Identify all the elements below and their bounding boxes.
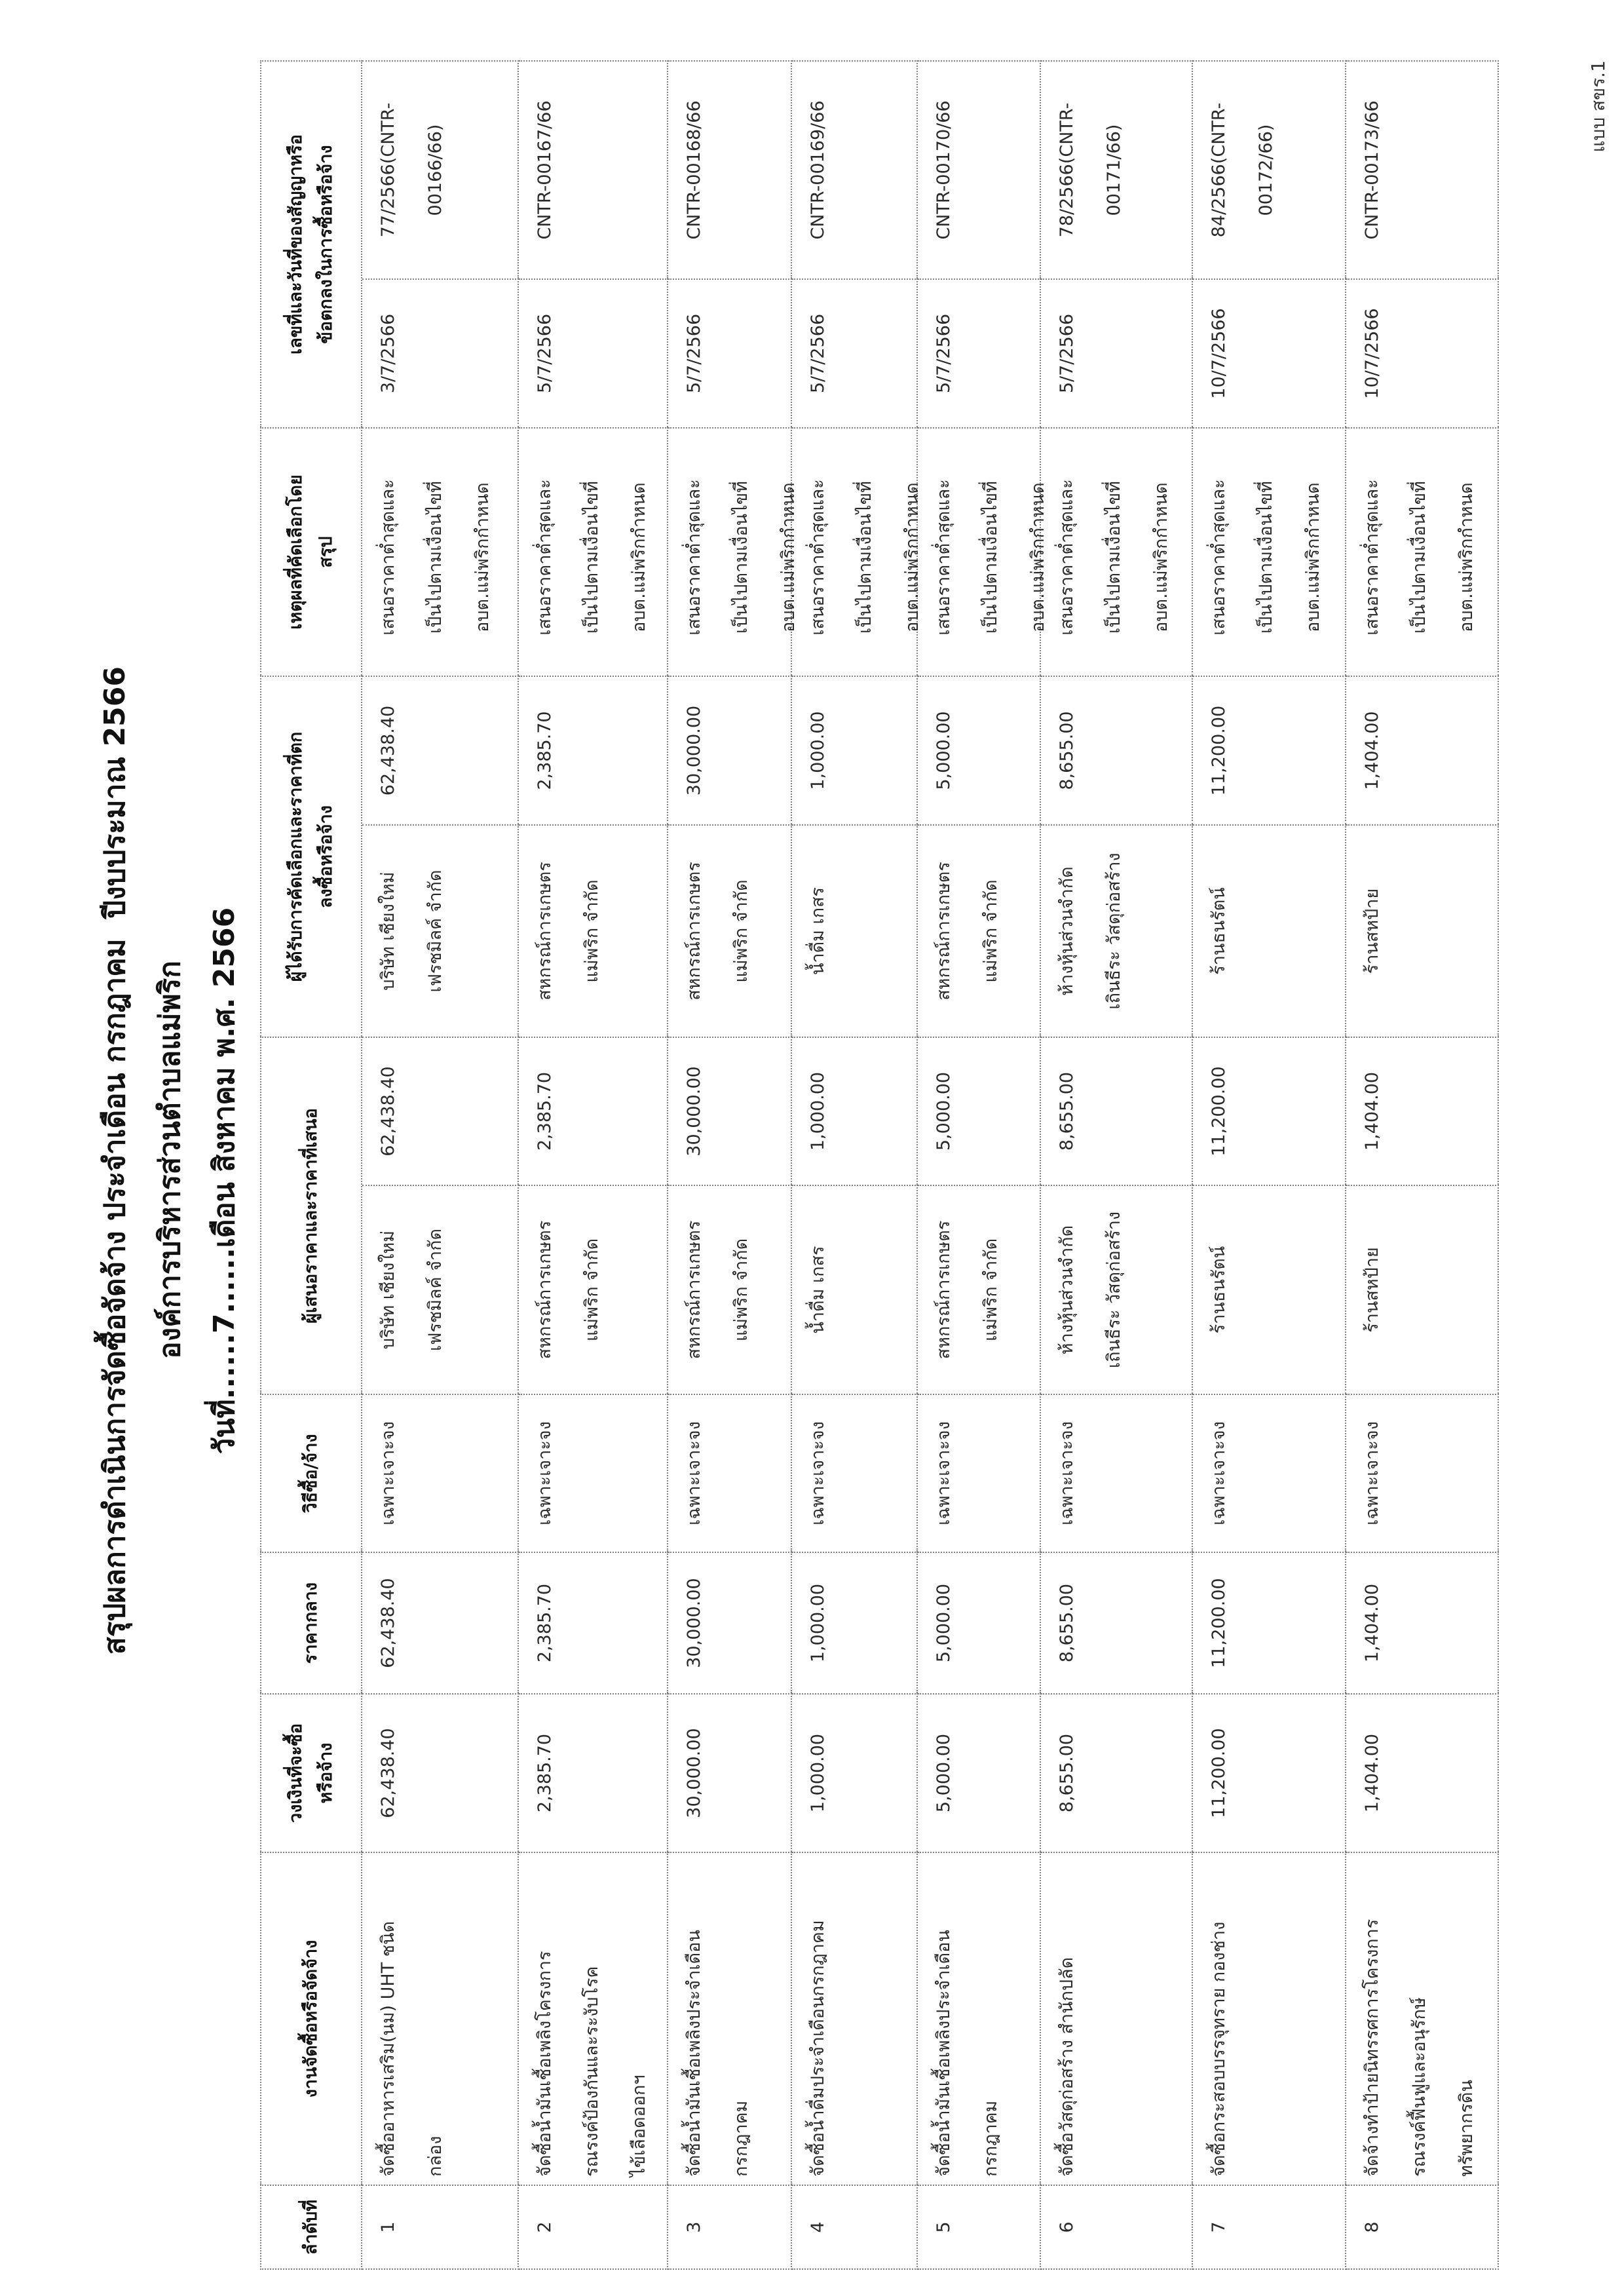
method-value: เฉพาะเจาะจง xyxy=(684,1421,704,1525)
winner-name-line: น้ำดื่ม เกสร xyxy=(808,887,828,976)
bid-price-value: 11,200.00 xyxy=(1209,1066,1229,1157)
reason-line: เป็นไปตามเงื่อนไขที่ xyxy=(1409,481,1429,634)
header-median-price xyxy=(260,1552,362,1693)
reason-line: เสนอราคาต่ำสุดและ xyxy=(378,479,398,636)
budget-cell xyxy=(1193,1693,1346,1852)
bidder-name-cell xyxy=(362,1185,519,1394)
bidder-name-cell xyxy=(519,1185,668,1394)
bid-price-cell xyxy=(1346,1037,1499,1185)
contract-number-cell xyxy=(519,60,668,278)
contract-date: 10/7/2566 xyxy=(1362,308,1382,399)
median-price-cell xyxy=(1041,1552,1193,1693)
item-line: รณรงค์ป้องกันและระงับโรค xyxy=(582,1966,602,2177)
contract-date: 5/7/2566 xyxy=(535,313,555,394)
winner-name-line: แม่พริก จำกัด xyxy=(731,879,751,983)
reason-line: อบต.แม่พริกกำหนด xyxy=(1151,482,1171,632)
reason-cell xyxy=(918,427,1048,676)
bidder-name-cell xyxy=(1193,1185,1346,1394)
winning-price-value: 1,404.00 xyxy=(1362,711,1382,790)
header-bidders xyxy=(260,1037,362,1394)
reason-cell xyxy=(668,427,799,676)
method-cell xyxy=(362,1394,519,1552)
bid-price-cell xyxy=(362,1037,519,1185)
bid-price-value: 8,655.00 xyxy=(1057,1071,1077,1151)
reason-cell xyxy=(1041,427,1193,676)
contract-date-cell xyxy=(1193,278,1346,427)
reason-line: เป็นไปตามเงื่อนไขที่ xyxy=(855,481,875,634)
contract-date: 10/7/2566 xyxy=(1209,308,1229,399)
item-line: จัดซื้ออาหารเสริม(นม) UHT ชนิด xyxy=(378,1921,398,2177)
item-line: ทรัพยากรดิน xyxy=(1456,2080,1477,2177)
winning-price-cell xyxy=(918,676,1041,824)
winner-name-cell xyxy=(792,824,918,1037)
reason-line: เป็นไปตามเงื่อนไขที่ xyxy=(1256,481,1276,634)
reason-line: อบต.แม่พริกกำหนด xyxy=(1456,482,1477,632)
winner-name-line: ร้านธนรัตน์ xyxy=(1209,887,1229,975)
item-line: กรกฎาคม xyxy=(981,2100,1001,2177)
order-cell xyxy=(1193,2185,1346,2270)
winning-price-value: 5,000.00 xyxy=(934,711,954,790)
method-value: เฉพาะเจาะจง xyxy=(535,1421,555,1525)
bid-price-cell xyxy=(519,1037,668,1185)
item-cell xyxy=(519,1852,668,2185)
contract-number-line: CNTR-00170/66 xyxy=(934,100,954,240)
item-cell xyxy=(792,1852,918,2185)
winner-name-line: สหกรณ์การเกษตร xyxy=(535,862,555,1001)
winner-name-cell xyxy=(1193,824,1346,1037)
winning-price-cell xyxy=(792,676,918,824)
order-cell xyxy=(918,2185,1041,2270)
bid-price-value: 5,000.00 xyxy=(934,1071,954,1151)
reason-line: เสนอราคาต่ำสุดและ xyxy=(1362,479,1382,636)
header-contract xyxy=(260,60,362,427)
winning-price-value: 30,000.00 xyxy=(684,705,704,796)
median-price-value: 2,385.70 xyxy=(535,1583,555,1663)
method-value: เฉพาะเจาะจง xyxy=(808,1421,828,1525)
winner-name-line: เถินธีระ วัสดุก่อสร้าง xyxy=(1104,852,1124,1010)
bidder-name-line: แม่พริก จำกัด xyxy=(582,1238,602,1342)
item-line: จัดซื้อกระสอบบรรจุทราย กองช่าง xyxy=(1209,1921,1229,2177)
winning-price-value: 8,655.00 xyxy=(1057,711,1077,790)
budget-cell xyxy=(519,1693,668,1852)
median-price-cell xyxy=(362,1552,519,1693)
item-line: จัดซื้อน้ำมันเชื้อเพลิงประจำเดือน xyxy=(684,1930,704,2177)
header-method xyxy=(260,1394,362,1552)
contract-date: 5/7/2566 xyxy=(808,313,828,394)
median-price-cell xyxy=(1346,1552,1499,1693)
budget-cell xyxy=(1041,1693,1193,1852)
reason-line: อบต.แม่พริกกำหนด xyxy=(778,482,799,632)
contract-number-line: 00171/66) xyxy=(1104,124,1124,216)
order-number: 7 xyxy=(1209,2221,1229,2233)
reason-line: เสนอราคาต่ำสุดและ xyxy=(535,479,555,636)
header-winner xyxy=(260,676,362,1037)
contract-number-cell xyxy=(362,60,519,278)
header-item-label: งานจัดซื้อหรือจัดจ้าง xyxy=(301,1940,321,2098)
order-cell xyxy=(1346,2185,1499,2270)
contract-date-cell xyxy=(918,278,1041,427)
bidder-name-cell xyxy=(668,1185,792,1394)
winning-price-cell xyxy=(668,676,792,824)
method-cell xyxy=(1346,1394,1499,1552)
item-line: จัดซื้อน้ำดื่มประจำเดือนกรกฎาคม xyxy=(808,1920,828,2177)
item-line: กล่อง xyxy=(425,2135,445,2177)
reason-line: เป็นไปตามเงื่อนไขที่ xyxy=(582,481,602,634)
contract-number-line: CNTR-00167/66 xyxy=(535,100,555,240)
contract-date: 5/7/2566 xyxy=(934,313,954,394)
item-line: รณรงค์ฟื้นฟูและอนุรักษ์ xyxy=(1409,1997,1429,2177)
winner-name-cell xyxy=(362,824,519,1037)
item-line: จัดซื้อวัสดุก่อสร้าง สำนักปลัด xyxy=(1057,1957,1077,2177)
organization-name: องค์การบริหารส่วนตำบลแม่พริก xyxy=(153,961,187,1359)
item-cell xyxy=(918,1852,1041,2185)
header-method-label: วิธีซื้อ/จ้าง xyxy=(301,1434,321,1513)
header-item xyxy=(260,1852,362,2185)
winning-price-value: 11,200.00 xyxy=(1209,705,1229,796)
winner-name-line: แม่พริก จำกัด xyxy=(981,879,1001,983)
bidder-name-line: สหกรณ์การเกษตร xyxy=(684,1220,704,1360)
contract-date: 5/7/2566 xyxy=(684,313,704,394)
reason-cell xyxy=(1346,427,1499,676)
order-cell xyxy=(668,2185,792,2270)
bidder-name-line: เถินธีระ วัสดุก่อสร้าง xyxy=(1104,1211,1124,1369)
order-number: 6 xyxy=(1057,2221,1077,2233)
reason-line: เสนอราคาต่ำสุดและ xyxy=(934,479,954,636)
bidder-name-line: น้ำดื่ม เกสร xyxy=(808,1246,828,1334)
bidder-name-line: เฟรชมิลค์ จำกัด xyxy=(425,1228,445,1352)
contract-date-cell xyxy=(792,278,918,427)
contract-number-cell xyxy=(918,60,1041,278)
order-cell xyxy=(1041,2185,1193,2270)
method-cell xyxy=(1193,1394,1346,1552)
header-reason-label: เหตุผลที่คัดเลือกโดย xyxy=(286,474,306,630)
contract-date-cell xyxy=(519,278,668,427)
contract-number-line: CNTR-00169/66 xyxy=(808,100,828,240)
report-date: วันที่......7......เดือน สิงหาคม พ.ศ. 2566 xyxy=(208,907,241,1455)
reason-cell xyxy=(792,427,922,676)
header-median-price-label: ราคากลาง xyxy=(301,1582,321,1664)
header-budget-label: หรือจ้าง xyxy=(316,1742,336,1804)
budget-value: 11,200.00 xyxy=(1209,1728,1229,1818)
method-value: เฉพาะเจาะจง xyxy=(1057,1421,1077,1525)
reason-line: อบต.แม่พริกกำหนด xyxy=(472,482,493,632)
winner-name-line: สหกรณ์การเกษตร xyxy=(684,862,704,1001)
contract-date-cell xyxy=(362,278,519,427)
bid-price-cell xyxy=(1041,1037,1193,1185)
contract-date-cell xyxy=(1041,278,1193,427)
median-price-value: 1,000.00 xyxy=(808,1583,828,1663)
bidder-name-line: แม่พริก จำกัด xyxy=(731,1238,751,1342)
contract-number-line: CNTR-00173/66 xyxy=(1362,100,1382,240)
contract-number-cell xyxy=(1346,60,1499,278)
winning-price-cell xyxy=(1041,676,1193,824)
budget-value: 62,438.40 xyxy=(378,1728,398,1818)
method-cell xyxy=(519,1394,668,1552)
winning-price-value: 2,385.70 xyxy=(535,711,555,790)
method-value: เฉพาะเจาะจง xyxy=(1209,1421,1229,1525)
bid-price-cell xyxy=(1193,1037,1346,1185)
item-line: จัดซื้อน้ำมันเชื้อเพลิงโครงการ xyxy=(535,1951,555,2177)
bid-price-cell xyxy=(792,1037,918,1185)
bidder-name-cell xyxy=(1041,1185,1193,1394)
header-contract-label: ข้อตกลงในการซื้อหรือจ้าง xyxy=(316,145,336,344)
header-reason xyxy=(260,427,362,676)
order-cell xyxy=(362,2185,519,2270)
header-winner-label: ผู้ได้รับการคัดเลือกและราคาที่ตก xyxy=(286,731,306,982)
method-value: เฉพาะเจาะจง xyxy=(378,1421,398,1525)
method-cell xyxy=(918,1394,1041,1552)
reason-cell xyxy=(1193,427,1346,676)
method-cell xyxy=(1041,1394,1193,1552)
bidder-name-line: ร้านธนรัตน์ xyxy=(1209,1246,1229,1334)
contract-number-cell xyxy=(668,60,792,278)
winner-name-cell xyxy=(519,824,668,1037)
winner-name-line: ร้านสหป้าย xyxy=(1362,888,1382,974)
item-line: ไข้เลือดออกฯ xyxy=(629,2075,649,2177)
item-cell xyxy=(1041,1852,1193,2185)
order-number: 8 xyxy=(1362,2221,1382,2233)
winning-price-cell xyxy=(519,676,668,824)
report-title: สรุปผลการดำเนินการจัดซื้อจัดจ้าง ประจำเดือน กรกฎาคม ปีงบประมาณ 2566 xyxy=(98,666,132,1655)
median-price-cell xyxy=(668,1552,792,1693)
reason-line: เป็นไปตามเงื่อนไขที่ xyxy=(981,481,1001,634)
reason-line: เสนอราคาต่ำสุดและ xyxy=(808,479,828,636)
bid-price-cell xyxy=(918,1037,1041,1185)
budget-cell xyxy=(668,1693,792,1852)
winner-name-cell xyxy=(668,824,792,1037)
form-code: แบบ สขร.1 xyxy=(1587,60,1609,153)
method-cell xyxy=(792,1394,918,1552)
contract-number-cell xyxy=(1193,60,1346,278)
budget-cell xyxy=(918,1693,1041,1852)
reason-line: เสนอราคาต่ำสุดและ xyxy=(1209,479,1229,636)
median-price-value: 30,000.00 xyxy=(684,1578,704,1668)
winner-name-line: ห้างหุ้นส่วนจำกัด xyxy=(1057,866,1077,996)
reason-cell xyxy=(519,427,668,676)
budget-value: 1,404.00 xyxy=(1362,1733,1382,1813)
order-cell xyxy=(519,2185,668,2270)
reason-line: อบต.แม่พริกกำหนด xyxy=(902,482,922,632)
header-budget xyxy=(260,1693,362,1852)
method-cell xyxy=(668,1394,792,1552)
winner-name-cell xyxy=(1041,824,1193,1037)
winner-name-line: แม่พริก จำกัด xyxy=(582,879,602,983)
item-line: จัดซื้อน้ำมันเชื้อเพลิงประจำเดือน xyxy=(934,1930,954,2177)
contract-number-line: 00166/66) xyxy=(425,124,445,216)
winning-price-value: 62,438.40 xyxy=(378,705,398,796)
reason-line: อบต.แม่พริกกำหนด xyxy=(1303,482,1323,632)
header-order xyxy=(260,2185,362,2270)
median-price-cell xyxy=(918,1552,1041,1693)
budget-value: 2,385.70 xyxy=(535,1733,555,1813)
bid-price-value: 62,438.40 xyxy=(378,1066,398,1157)
order-number: 3 xyxy=(684,2221,704,2233)
median-price-value: 5,000.00 xyxy=(934,1583,954,1663)
contract-date-cell xyxy=(1346,278,1499,427)
budget-value: 5,000.00 xyxy=(934,1733,954,1813)
order-number: 2 xyxy=(535,2221,555,2233)
reason-line: เป็นไปตามเงื่อนไขที่ xyxy=(1104,481,1124,634)
method-value: เฉพาะเจาะจง xyxy=(1362,1421,1382,1525)
winning-price-value: 1,000.00 xyxy=(808,711,828,790)
header-winner-label: ลงซื้อหรือจ้าง xyxy=(316,805,336,908)
header-contract-label: เลขที่และวันที่ของสัญญาหรือ xyxy=(286,134,306,354)
order-number: 1 xyxy=(378,2221,398,2233)
winning-price-cell xyxy=(1193,676,1346,824)
contract-number-line: 00172/66) xyxy=(1256,124,1276,216)
contract-number-line: CNTR-00168/66 xyxy=(684,100,704,240)
header-reason-label: สรุป xyxy=(316,536,336,568)
winning-price-cell xyxy=(362,676,519,824)
contract-number-line: 77/2566(CNTR- xyxy=(378,102,398,238)
bidder-name-line: สหกรณ์การเกษตร xyxy=(535,1220,555,1360)
median-price-cell xyxy=(792,1552,918,1693)
bidder-name-cell xyxy=(792,1185,918,1394)
winner-name-cell xyxy=(1346,824,1499,1037)
item-line: จัดจ้างทำป้ายนิทรรศการโครงการ xyxy=(1362,1919,1382,2177)
reason-line: อบต.แม่พริกกำหนด xyxy=(629,482,649,632)
budget-value: 1,000.00 xyxy=(808,1733,828,1813)
item-cell xyxy=(362,1852,519,2185)
contract-number-cell xyxy=(1041,60,1193,278)
budget-cell xyxy=(362,1693,519,1852)
item-cell xyxy=(1346,1852,1499,2185)
budget-cell xyxy=(1346,1693,1499,1852)
item-cell xyxy=(1193,1852,1346,2185)
item-line: กรกฎาคม xyxy=(731,2100,751,2177)
header-order-label: ลำดับที่ xyxy=(301,2199,321,2255)
winner-name-line: บริษัท เชียงใหม่ xyxy=(378,871,398,991)
bidder-name-line: บริษัท เชียงใหม่ xyxy=(378,1230,398,1350)
reason-line: เสนอราคาต่ำสุดและ xyxy=(684,479,704,636)
bidder-name-line: ร้านสหป้าย xyxy=(1362,1247,1382,1333)
median-price-cell xyxy=(1193,1552,1346,1693)
budget-value: 8,655.00 xyxy=(1057,1733,1077,1813)
budget-value: 30,000.00 xyxy=(684,1728,704,1818)
bid-price-value: 1,000.00 xyxy=(808,1071,828,1151)
contract-date: 5/7/2566 xyxy=(1057,313,1077,394)
bid-price-value: 30,000.00 xyxy=(684,1066,704,1157)
bidder-name-cell xyxy=(1346,1185,1499,1394)
median-price-value: 1,404.00 xyxy=(1362,1583,1382,1663)
bidder-name-line: ห้างหุ้นส่วนจำกัด xyxy=(1057,1225,1077,1355)
reason-line: อบต.แม่พริกกำหนด xyxy=(1028,482,1048,632)
order-number: 5 xyxy=(934,2221,954,2233)
procurement-table xyxy=(260,60,1499,2270)
winner-name-line: สหกรณ์การเกษตร xyxy=(934,862,954,1001)
winner-name-cell xyxy=(918,824,1041,1037)
header-budget-label: วงเงินที่จะซื้อ xyxy=(286,1723,306,1823)
reason-line: เป็นไปตามเงื่อนไขที่ xyxy=(731,481,751,634)
reason-line: เสนอราคาต่ำสุดและ xyxy=(1057,479,1077,636)
budget-cell xyxy=(792,1693,918,1852)
contract-number-line: 84/2566(CNTR- xyxy=(1209,102,1229,238)
winner-name-line: เฟรชมิลค์ จำกัด xyxy=(425,870,445,993)
median-price-cell xyxy=(519,1552,668,1693)
contract-number-cell xyxy=(792,60,918,278)
contract-date-cell xyxy=(668,278,792,427)
median-price-value: 62,438.40 xyxy=(378,1578,398,1668)
order-number: 4 xyxy=(808,2221,828,2233)
median-price-value: 11,200.00 xyxy=(1209,1578,1229,1668)
header-bidders-label: ผู้เสนอราคาและราคาที่เสนอ xyxy=(301,1108,321,1324)
bidder-name-line: แม่พริก จำกัด xyxy=(981,1238,1001,1342)
order-cell xyxy=(792,2185,918,2270)
reason-cell xyxy=(362,427,519,676)
bid-price-value: 2,385.70 xyxy=(535,1071,555,1151)
bid-price-value: 1,404.00 xyxy=(1362,1071,1382,1151)
contract-number-line: 78/2566(CNTR- xyxy=(1057,102,1077,238)
reason-line: เป็นไปตามเงื่อนไขที่ xyxy=(425,481,445,634)
bidder-name-line: สหกรณ์การเกษตร xyxy=(934,1220,954,1360)
median-price-value: 8,655.00 xyxy=(1057,1583,1077,1663)
bid-price-cell xyxy=(668,1037,792,1185)
item-cell xyxy=(668,1852,792,2185)
contract-date: 3/7/2566 xyxy=(378,313,398,394)
winning-price-cell xyxy=(1346,676,1499,824)
method-value: เฉพาะเจาะจง xyxy=(934,1421,954,1525)
bidder-name-cell xyxy=(918,1185,1041,1394)
